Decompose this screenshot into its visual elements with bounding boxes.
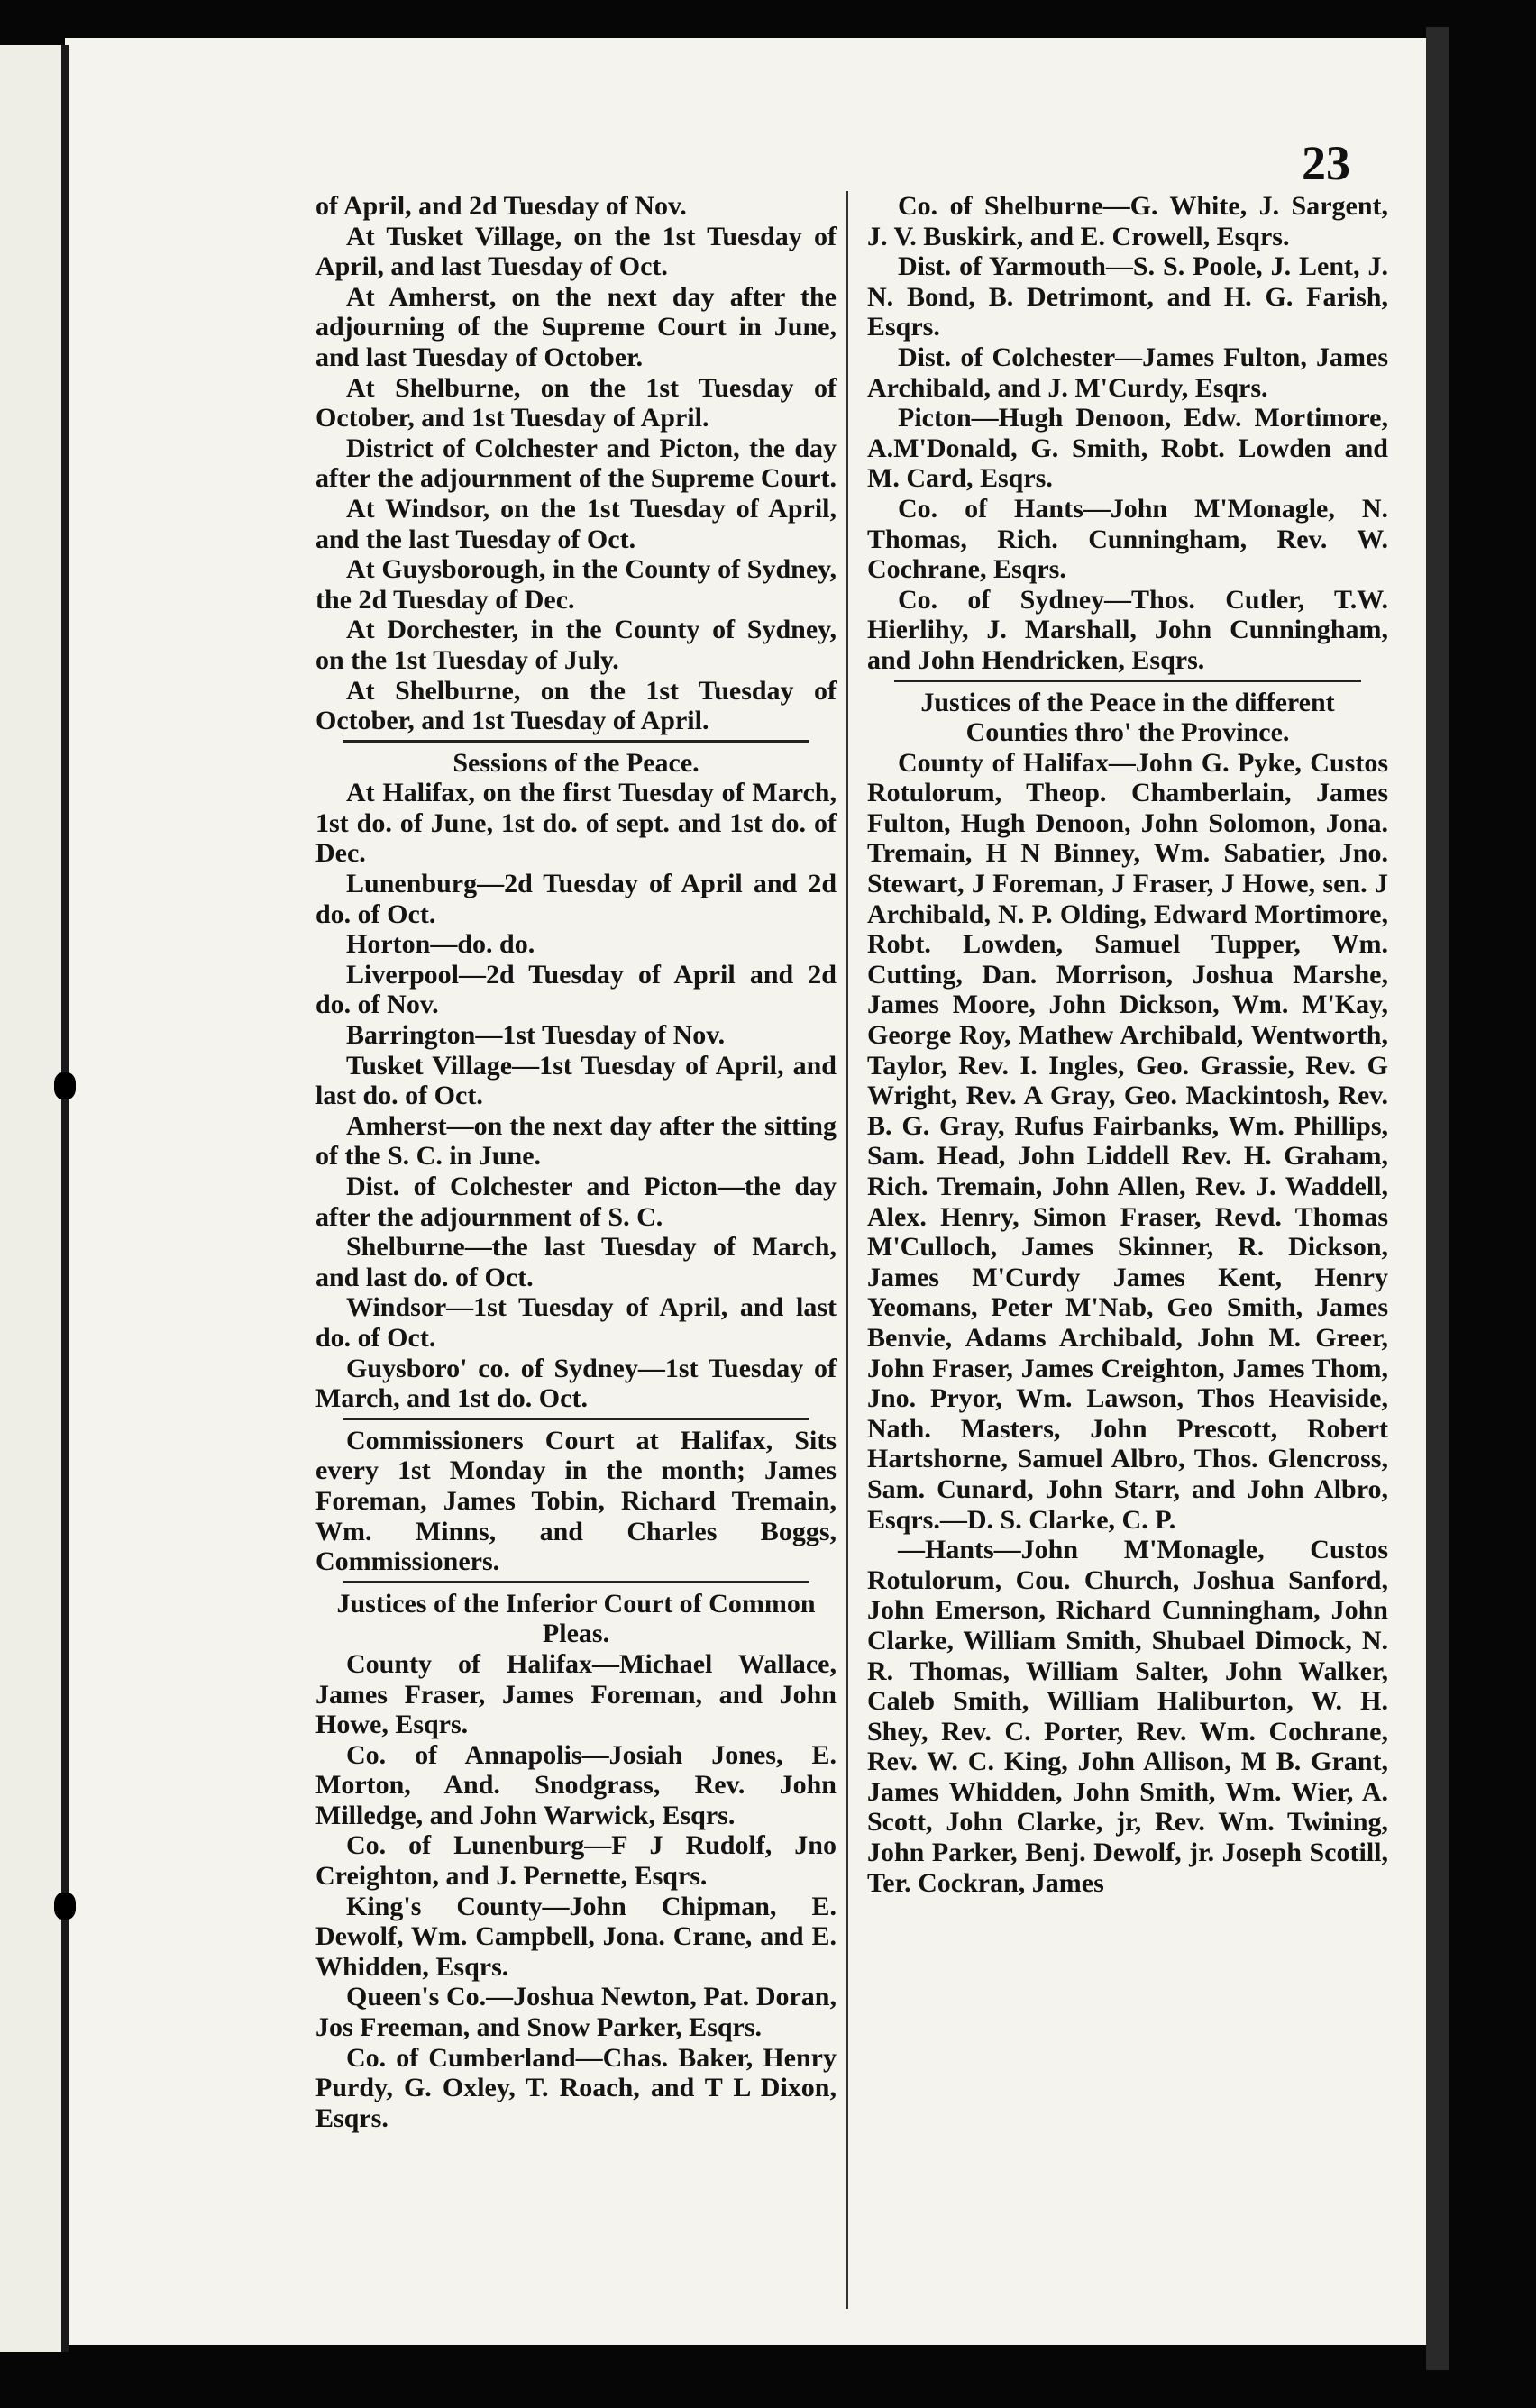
- inferior-court-heading: Justices of the Inferior Court of Common Pleas.: [336, 1588, 816, 1649]
- paragraph: Windsor—1st Tuesday of April, and last do. of Oct.: [315, 1292, 837, 1353]
- paragraph: Lunenburg—2d Tuesday of April and 2d do. of Oct.: [315, 869, 837, 929]
- paragraph: Dist. of Colchester and Picton—the day after the adjournment of S. C.: [315, 1172, 837, 1232]
- paragraph: At Shelburne, on the 1st Tuesday of October, and 1st Tuesday of April.: [315, 372, 837, 433]
- paragraph: Co. of Shelburne—G. White, J. Sargent, J. V. Buskirk, and E. Crowell, Esqrs.: [867, 191, 1388, 251]
- page-number: 23: [1302, 136, 1350, 190]
- paragraph: District of Colchester and Picton, the day after the adjournment of the Supreme Court.: [315, 433, 837, 494]
- paragraph: Shelburne—the last Tuesday of March, and last do. of Oct.: [315, 1232, 837, 1292]
- paragraph: Co. of Sydney—Thos. Cutler, T.W. Hierlihy, J. Marshall, John Cunningham, and John Hendricken, Esqrs.: [867, 584, 1388, 675]
- paragraph: At Guysborough, in the County of Sydney, the 2d Tuesday of Dec.: [315, 554, 837, 615]
- justices-of-peace-section: [867, 748, 1388, 1899]
- paragraph: Co. of Lunenburg—F J Rudolf, Jno Creighton, and J. Pernette, Esqrs.: [315, 1830, 837, 1892]
- justices-of-peace-heading: Justices of the Peace in the different Counties thro' the Province.: [920, 687, 1335, 748]
- paragraph: At Halifax, on the first Tuesday of March, 1st do. of June, 1st do. of sept. and 1st do. of Dec.: [315, 778, 837, 869]
- commissioners-section: [315, 1426, 837, 1577]
- binding-stitch: [54, 1072, 76, 1099]
- paragraph: At Shelburne, on the 1st Tuesday of October, and 1st Tuesday of April.: [315, 675, 837, 736]
- sessions-section: [315, 778, 837, 1413]
- section-rule: [343, 1418, 809, 1420]
- facing-page-edge: [0, 45, 65, 2352]
- paragraph: Barrington—1st Tuesday of Nov.: [346, 1020, 726, 1051]
- paragraph: Picton—Hugh Denoon, Edw. Mortimore, A.M'Donald, G. Smith, Robt. Lowden and M. Card, Esqrs.: [867, 403, 1388, 494]
- paragraph: of April, and 2d Tuesday of Nov.: [315, 191, 687, 221]
- paragraph: County of Halifax—Michael Wallace, James Fraser, James Foreman, and John Howe, Esqrs.: [315, 1648, 837, 1740]
- paragraph: Commissioners Court at Halifax, Sits every 1st Monday in the month; James Foreman, James Tobin, Richard Tremain, Wm. Minns, and Charles Boggs, Commissioners.: [315, 1425, 837, 1577]
- inferior-court-section: [315, 1649, 837, 2134]
- paragraph: Dist. of Colchester—James Fulton, James Archibald, and J. M'Curdy, Esqrs.: [867, 342, 1388, 403]
- sessions-heading: Sessions of the Peace.: [453, 747, 699, 778]
- paragraph: Co. of Hants—John M'Monagle, N. Thomas, Rich. Cunningham, Rev. W. Cochrane, Esqrs.: [867, 493, 1388, 585]
- paragraph: At Windsor, on the 1st Tuesday of April, and the last Tuesday of Oct.: [315, 493, 837, 554]
- paragraph: At Dorchester, in the County of Sydney, on the 1st Tuesday of July.: [315, 615, 837, 675]
- paragraph: Guysboro' co. of Sydney—1st Tuesday of March, and 1st do. Oct.: [315, 1353, 837, 1414]
- binding-fold: [61, 45, 69, 2352]
- paragraph: At Amherst, on the next day after the adjourning of the Supreme Court in June, and last Tuesday of October.: [315, 281, 837, 372]
- paragraph: Amherst—on the next day after the sitting of the S. C. in June.: [315, 1110, 837, 1172]
- binding-stitch: [54, 1893, 76, 1920]
- right-column: [867, 191, 1388, 1898]
- paragraph: King's County—John Chipman, E. Dewolf, Wm. Campbell, Jona. Crane, and E. Whidden, Esqrs.: [315, 1891, 837, 1982]
- paragraph: County of Halifax—John G. Pyke, Custos Rotulorum, Theop. Chamberlain, James Fulton, Hugh Denoon, John Solomon, Jona. Tremain, H N Binney, Wm. Sabatier, Jno. Stewart, J Foreman, J Fraser, J Howe, sen. J Archibald, N. P. Olding, Edward Mortimore, Robt. Lowden, Samuel Tupper, Wm. Cutting, Dan. Morrison, Joshua Marshe, James Moore, John Dickson, Wm. M'Kay, George Roy, Mathew Archibald, Wentworth, Taylor, Rev. I. Ingles, Geo. Grassie, Rev. G Wright, Rev. A Gray, Geo. Mackintosh, Rev. B. G. Gray, Rufus Fairbanks, Wm. Phillips, Sam. Head, John Liddell Rev. H. Graham, Rich. Tremain, John Allen, Rev. J. Waddell, Alex. Henry, Simon Fraser, Revd. Thomas M'Culloch, James Skinner, R. Dickson, James M'Curdy James Kent, Henry Yeomans, Peter M'Nab, Geo Smith, James Benvie, Adams Archibald, John M. Greer, John Fraser, James Creighton, James Thom, Jno. Pryor, Wm. Lawson, Thos Heaviside, Nath. Masters, John Prescott, Robert Hartshorne, Samuel Albro, Thos. Glencross, Sam. Cunard, John Starr, and John Albro, Esqrs.—D. S. Clarke, C. P.: [867, 747, 1388, 1535]
- page-edge-shadow: [1426, 27, 1449, 2370]
- courts-section: [315, 191, 837, 736]
- column-divider: [846, 191, 848, 2309]
- paragraph: Co. of Cumberland—Chas. Baker, Henry Purdy, G. Oxley, T. Roach, and T L Dixon, Esqrs.: [315, 2042, 837, 2133]
- paragraph: Queen's Co.—Joshua Newton, Pat. Doran, Jos Freeman, and Snow Parker, Esqrs.: [315, 1982, 837, 2043]
- paragraph: Dist. of Yarmouth—S. S. Poole, J. Lent, J. N. Bond, B. Detrimont, and H. G. Farish, Esqrs.: [867, 251, 1388, 342]
- inferior-court-continued: [867, 191, 1388, 676]
- paragraph: Co. of Annapolis—Josiah Jones, E. Morton, And. Snodgrass, Rev. John Milledge, and John Warwick, Esqrs.: [315, 1739, 837, 1830]
- section-rule: [343, 740, 809, 743]
- paragraph: At Tusket Village, on the 1st Tuesday of April, and last Tuesday of Oct.: [315, 221, 837, 282]
- left-column: [315, 191, 837, 2133]
- section-rule: [894, 680, 1361, 682]
- paragraph: Liverpool—2d Tuesday of April and 2d do. of Nov.: [315, 959, 837, 1020]
- paragraph: Tusket Village—1st Tuesday of April, and last do. of Oct.: [315, 1050, 837, 1111]
- section-rule: [343, 1581, 809, 1583]
- paragraph: Horton—do. do.: [346, 929, 535, 960]
- paragraph: —Hants—John M'Monagle, Custos Rotulorum, Cou. Church, Joshua Sanford, John Emerson, Richard Cunningham, John Clarke, William Smith, Shubael Dimock, N. R. Thomas, William Salter, John Walker, Caleb Smith, William Haliburton, W. H. Shey, Rev. C. Porter, Rev. Wm. Cochrane, Rev. W. C. King, John Allison, M B. Grant, James Whidden, John Smith, Wm. Wier, A. Scott, John Clarke, jr, Rev. Wm. Twining, John Parker, Benj. Dewolf, jr. Joseph Scotill, Ter. Cockran, James: [867, 1535, 1388, 1898]
